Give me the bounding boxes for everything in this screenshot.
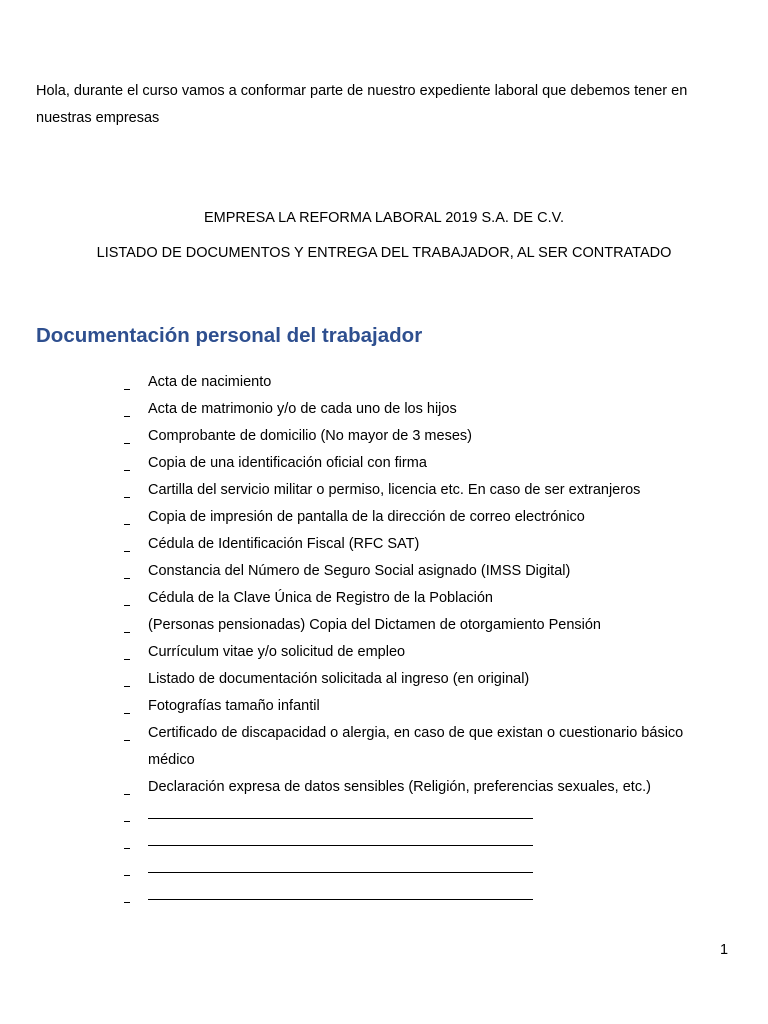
list-item-label: Certificado de discapacidad o alergia, en caso de que existan o cuestionario básico médico — [148, 725, 684, 768]
list-item-label: Fotografías tamaño infantil — [148, 698, 320, 714]
blank-fill-line — [148, 801, 533, 819]
list-item-label: Comprobante de domicilio (No mayor de 3 meses) — [148, 428, 472, 444]
list-item — [0, 396, 768, 423]
list-item — [0, 477, 768, 504]
blank-list-item — [0, 855, 768, 882]
list-item — [0, 423, 768, 450]
list-item-label: Copia de impresión de pantalla de la dirección de correo electrónico — [148, 509, 585, 525]
blank-fill-line — [148, 828, 533, 846]
list-item-label: Cédula de Identificación Fiscal (RFC SAT) — [148, 536, 420, 552]
document-subtitle: LISTADO DE DOCUMENTOS Y ENTREGA DEL TRABAJADOR, AL SER CONTRATADO — [96, 245, 672, 261]
section-heading: Documentación personal del trabajador — [36, 324, 423, 347]
list-item-label: Listado de documentación solicitada al ingreso (en original) — [148, 671, 530, 687]
blank-list-item — [0, 801, 768, 828]
company-name: EMPRESA LA REFORMA LABORAL 2019 S.A. DE C.V. — [204, 210, 564, 226]
list-item-label: Declaración expresa de datos sensibles (Religión, preferencias sexuales, etc.) — [148, 779, 651, 795]
page-number: 1 — [720, 942, 729, 958]
list-item — [0, 504, 768, 531]
blank-fill-line — [148, 882, 533, 900]
intro-paragraph: Hola, durante el curso vamos a conformar parte de nuestro expediente laboral que debemos tener en nuestras empresas — [36, 83, 688, 126]
blank-fill-line — [148, 855, 533, 873]
list-item-label: Acta de matrimonio y/o de cada uno de los hijos — [148, 401, 457, 417]
blank-list-item — [0, 882, 768, 909]
list-item-label: Acta de nacimiento — [148, 374, 272, 390]
list-item — [0, 558, 768, 585]
list-item — [0, 774, 768, 801]
list-item — [0, 612, 768, 639]
list-item — [0, 450, 768, 477]
list-item — [0, 639, 768, 666]
list-item-label: Currículum vitae y/o solicitud de empleo — [148, 644, 406, 660]
list-item — [0, 585, 768, 612]
list-item-label: (Personas pensionadas) Copia del Dictamen de otorgamiento Pensión — [148, 617, 601, 633]
list-item — [0, 666, 768, 693]
list-item — [0, 720, 768, 774]
blank-list-item — [0, 828, 768, 855]
list-item-label: Cédula de la Clave Única de Registro de la Población — [148, 590, 493, 606]
list-item — [0, 693, 768, 720]
list-item — [0, 369, 768, 396]
list-item — [0, 531, 768, 558]
list-item-label: Cartilla del servicio militar o permiso, licencia etc. En caso de ser extranjeros — [148, 482, 641, 498]
list-item-label: Constancia del Número de Seguro Social asignado (IMSS Digital) — [148, 563, 571, 579]
list-item-label: Copia de una identificación oficial con firma — [148, 455, 427, 471]
document-list — [0, 369, 768, 909]
